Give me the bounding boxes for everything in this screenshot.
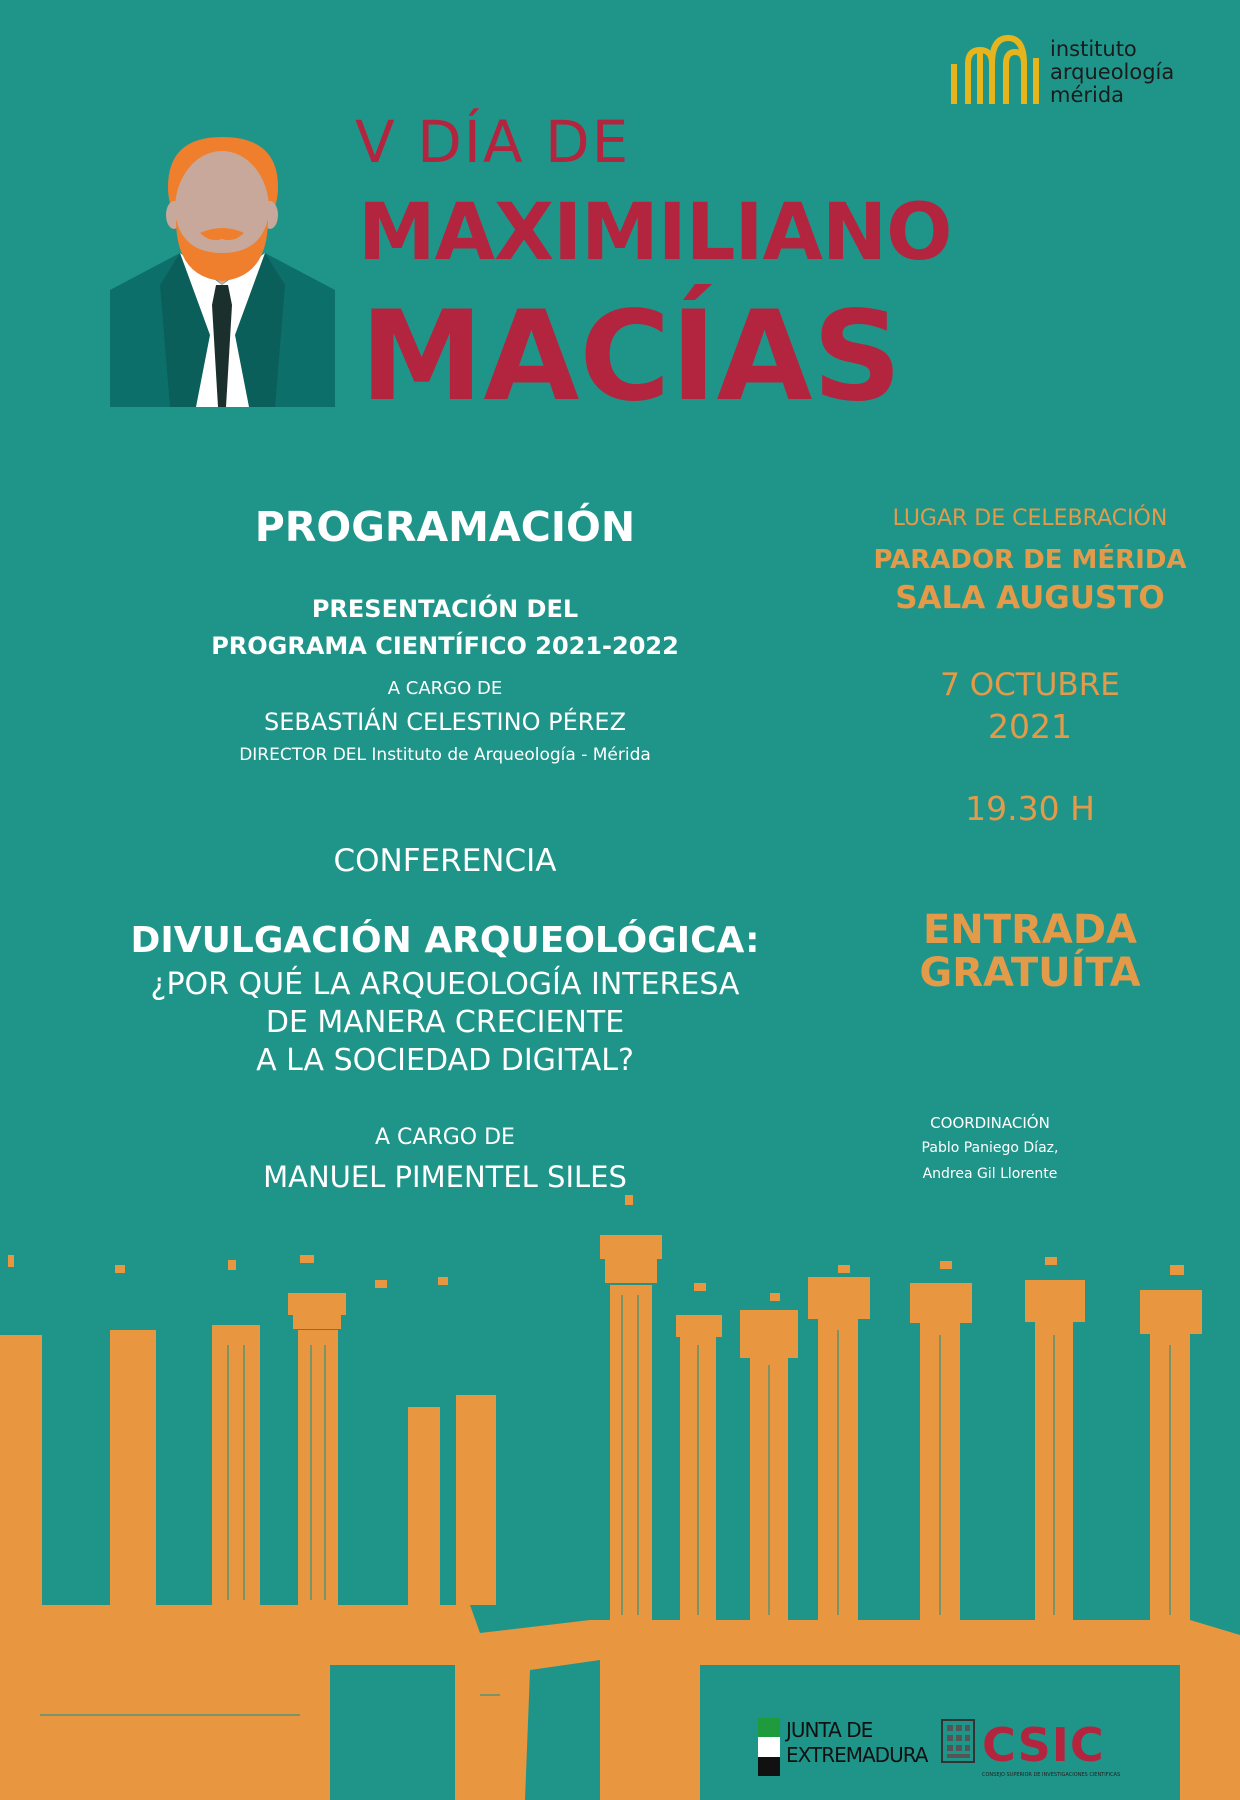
conference-label: CONFERENCIA — [333, 843, 557, 879]
title-line-3: MACÍAS — [360, 285, 902, 429]
by-label-1: A CARGO DE — [387, 678, 503, 699]
csic-logo — [940, 1716, 1130, 1786]
venue-line-1: PARADOR DE MÉRIDA — [873, 545, 1187, 575]
by-label-2: A CARGO DE — [375, 1125, 515, 1150]
entry-line-2: GRATUÍTA — [919, 950, 1141, 996]
junta-extremadura-logo — [758, 1718, 928, 1780]
csic-text: CSIC — [982, 1718, 1105, 1772]
junta-line-2: EXTREMADURA — [786, 1743, 928, 1767]
venue-label: LUGAR DE CELEBRACIÓN — [892, 506, 1168, 531]
columns-logo-icon — [948, 34, 1044, 106]
title-line-1: V DÍA DE — [355, 108, 631, 176]
junta-text — [786, 1718, 927, 1768]
title-line-2: MAXIMILIANO — [358, 188, 952, 278]
venue-line-2: SALA AUGUSTO — [895, 580, 1165, 616]
event-time: 19.30 H — [965, 789, 1095, 828]
presentation-line-2: PROGRAMA CIENTÍFICO 2021-2022 — [211, 632, 679, 660]
csic-subtitle: CONSEJO SUPERIOR DE INVESTIGACIONES CIENTÍFICAS — [982, 1772, 1121, 1778]
talk-title: DIVULGACIÓN ARQUEOLÓGICA: — [130, 920, 760, 961]
program-heading: PROGRAMACIÓN — [254, 503, 636, 551]
entry-line-1: ENTRADA — [922, 907, 1137, 953]
date-line-1: 7 OCTUBRE — [940, 667, 1120, 703]
speaker-2-name: MANUEL PIMENTEL SILES — [263, 1160, 627, 1194]
talk-subtitle-3: A LA SOCIEDAD DIGITAL? — [256, 1043, 634, 1078]
coordinator-1: Pablo Paniego Díaz, — [921, 1140, 1059, 1156]
date-line-2: 2021 — [988, 707, 1072, 746]
speaker-1-name: SEBASTIÁN CELESTINO PÉREZ — [263, 708, 627, 736]
coordination-label: COORDINACIÓN — [930, 1114, 1050, 1132]
coordinator-2: Andrea Gil Llorente — [922, 1166, 1058, 1182]
logo-line-3: mérida — [1050, 83, 1125, 107]
talk-subtitle-1: ¿POR QUÉ LA ARQUEOLOGÍA INTERESA — [150, 967, 740, 1002]
portrait-illustration — [110, 135, 335, 407]
instituto-arqueologia-merida-logo — [948, 34, 1208, 114]
presentation-line-1: PRESENTACIÓN DEL — [311, 595, 579, 623]
csic-emblem-icon — [940, 1716, 976, 1766]
speaker-1-role: DIRECTOR DEL Instituto de Arqueología - Mérida — [239, 745, 651, 765]
logo-line-2: arqueología — [1050, 60, 1175, 84]
logo-line-1: instituto — [1050, 37, 1137, 61]
temple-ruins-illustration — [0, 1195, 1240, 1800]
logo-text — [1050, 38, 1174, 107]
junta-line-1: JUNTA DE — [786, 1718, 873, 1742]
talk-subtitle-2: DE MANERA CRECIENTE — [265, 1005, 625, 1040]
extremadura-flag-icon — [758, 1718, 780, 1776]
